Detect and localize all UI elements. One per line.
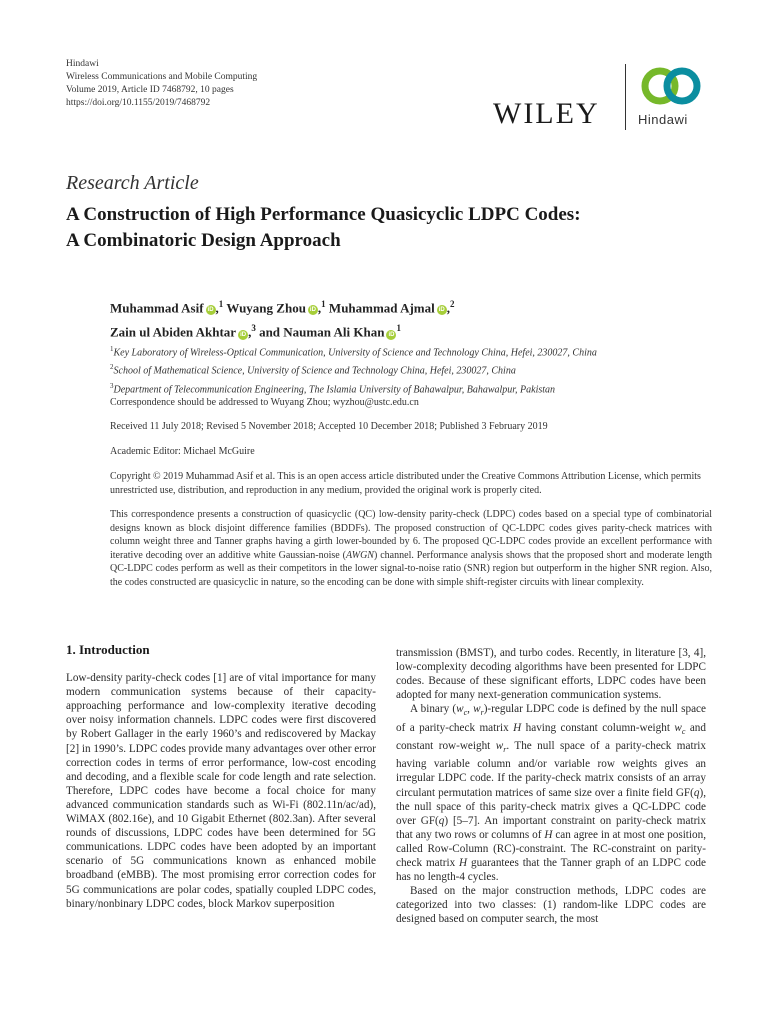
- body-column-right: [396, 646, 706, 926]
- publication-dates: Received 11 July 2018; Revised 5 November 2018; Accepted 10 December 2018; Published 3 February 2019: [110, 421, 548, 432]
- volume-info: Volume 2019, Article ID 7468792, 10 pages: [66, 85, 234, 95]
- affiliation-item: $^2$School of Mathematical Science, University of Science and Technology China, Hefei, 230027, China: [110, 363, 516, 377]
- affiliation-mark: 1: [396, 323, 401, 334]
- publication-info: [66, 58, 257, 110]
- paragraph: Based on the major construction methods, LDPC codes are categorized into two classes: (1) random-like LDPC codes are designed based on computer search, the most: [396, 885, 706, 926]
- affiliation-list: [110, 342, 720, 397]
- author-list: Muhammad Asif iD ,$^1$ Wuyang Zhou iD ,$^1$ Muhammad Ajmal iD ,$^2$ Zain ul Abiden Akhtar iD ,$^3$ and Nauman Ali Khan $iD^1$: [110, 299, 455, 340]
- orcid-icon[interactable]: iD: [207, 307, 214, 314]
- article-type: Research Article: [66, 172, 199, 194]
- orcid-icon[interactable]: iD: [388, 331, 395, 338]
- author-conjunction: and: [259, 324, 281, 340]
- wiley-logo: WILEY: [493, 97, 600, 130]
- hindawi-wordmark: Hindawi: [638, 112, 688, 127]
- orcid-icon[interactable]: iD: [240, 331, 247, 338]
- title-line-1: A Construction of High Performance Quasicyclic LDPC Codes:: [66, 204, 581, 225]
- correspondence: Correspondence should be addressed to Wuyang Zhou; wyzhou@ustc.edu.cn: [110, 397, 419, 408]
- author-name: Nauman Ali Khan: [283, 324, 385, 340]
- journal-name: Wireless Communications and Mobile Computing: [66, 72, 258, 82]
- title-line-2: A Combinatoric Design Approach: [66, 230, 341, 251]
- article-title: [66, 202, 716, 254]
- paragraph: transmission (BMST), and turbo codes. Recently, in literature [3, 4], low-complexity decoding algorithms have been presented for LDPC codes. Because of these significant efforts, LDPC codes have been adopted for many next-generation communication systems.: [396, 647, 706, 702]
- orcid-icon[interactable]: iD: [309, 307, 316, 314]
- publisher-name: Hindawi: [66, 59, 99, 69]
- author-name: Wuyang Zhou: [226, 300, 306, 316]
- copyright-notice: Copyright © 2019 Muhammad Asif et al. This is an open access article distributed under the Creative Commons Attribution License, which permits unrestricted use, distribution, and reproduction in any medium, provided the original work is properly cited.: [110, 471, 701, 496]
- abstract: This correspondence presents a construction of quasicyclic (QC) low-density parity-check (LDPC) codes based on a special type of combinatorial designs known as block disjoint difference families (BDDFs). The proposed construction of QC-LDPC codes gives parity-check matrices with column weight three and Tanner graphs having a girth lower-bounded by 6. The proposed QC-LDPC codes provide an excellent performance with iterative decoding over an additive white Gaussian-noise (AWGN) channel. Performance analysis shows that the proposed short and moderate length QC-LDPC codes perform as well as their competitors in the lower signal-to-noise ratio (SNR) region but outperform in the higher SNR region. Also, the codes constructed are quasicyclic in nature, so the encoding can be done with simple shift-register circuits with linear complexity.: [110, 509, 712, 588]
- paragraph: A binary ($w_c$, $w_r$)-regular LDPC code is defined by the null space of a parity-check matrix H having constant column-weight $w_c$ and constant row-weight $w_r$. The null space of a parity-check matrix having variable column and/or variable row weights gives an irregular LDPC code. If the parity-check matrix consists of an array circulant permutation matrices of same size over a finite field GF(q), the null space of this parity-check matrix gives a QC-LDPC code over GF(q) [5–7]. An important constraint on parity-check matrix that any two rows or columns of H can agree in at most one position, called Row-Column (RC)-constraint. The RC-constraint on parity-check matrix H guarantees that the Tanner graph of an LDPC code has no length-4 cycles.: [396, 703, 707, 884]
- author-name: Zain ul Abiden Akhtar: [110, 324, 237, 340]
- doi-link[interactable]: https://doi.org/10.1155/2019/7468792: [66, 98, 211, 108]
- section-heading: 1. Introduction: [66, 642, 150, 657]
- academic-editor: Academic Editor: Michael McGuire: [110, 446, 255, 457]
- author-name: Muhammad Ajmal: [328, 300, 435, 316]
- affiliation-mark: 3: [251, 323, 256, 334]
- orcid-icon[interactable]: iD: [438, 307, 445, 314]
- affiliation-mark: 2: [449, 299, 455, 309]
- affiliation-item: $^1$Key Laboratory of Wireless-Optical Communication, University of Science and Technology China, Hefei, 230027, China: [110, 345, 597, 359]
- affiliation-mark: 1: [321, 299, 326, 309]
- body-column-left: [66, 643, 376, 911]
- hindawi-logo-icon: [636, 64, 708, 108]
- affiliation-mark: 1: [218, 299, 224, 309]
- affiliation-item: $^3$Department of Telecommunication Engineering, The Islamia University of Bahawalpur, Bahawalpur, Pakistan: [110, 381, 556, 395]
- author-name: Muhammad Asif: [110, 300, 204, 316]
- logo-divider: [625, 64, 626, 130]
- paragraph: Low-density parity-check codes [1] are of vital importance for many modern communication systems because of their capacity-approaching performance and low-complexity iterative decoding over noisy information channels. LDPC codes were first discovered by Robert Gallager in the early 1960’s and rediscovered by Mackay [2] in 1990’s. LDPC codes provide many advantages over other error correction codes in terms of error performance, low-cost encoding and decoding, and a flexible scale for code length and rate selection. Therefore, LDPC codes have become a focal choice for many advanced communication standards such as Wi-Fi (802.11n/ac/ad), WiMAX (802.16e), and 10 Gigabit Ethernet (802.3an). After several rounds of discussions, LDPC codes have been determined for 5G communications. LDPC codes have been adopted by an important scenario of 5G communications known as enhanced mobile broadband (eMBB). The most promising error correction codes for 5G communications are polar codes, spatially coupled LDPC codes, binary/nonbinary LDPC codes, block Markov superposition: [66, 672, 376, 910]
